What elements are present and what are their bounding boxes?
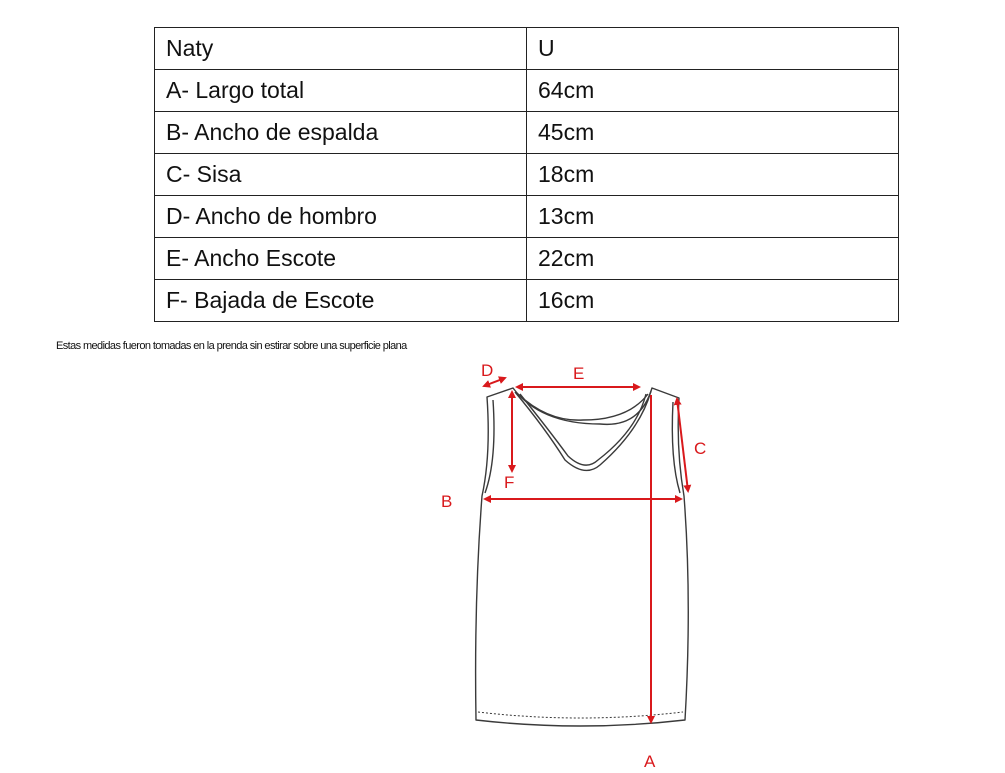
- measurement-note: Estas medidas fueron tomadas en la prenda sin estirar sobre una superficie plana: [56, 340, 407, 352]
- header-cell-size-name: Naty: [155, 28, 527, 70]
- label-f: F: [504, 473, 515, 492]
- measure-name: A- Largo total: [155, 70, 527, 112]
- label-d: D: [481, 361, 494, 380]
- measure-name: B- Ancho de espalda: [155, 112, 527, 154]
- label-b: B: [441, 492, 453, 511]
- measure-value: 13cm: [527, 196, 899, 238]
- measure-value: 22cm: [527, 238, 899, 280]
- measure-value: 64cm: [527, 70, 899, 112]
- label-c: C: [694, 439, 707, 458]
- measure-name: E- Ancho Escote: [155, 238, 527, 280]
- measure-name: F- Bajada de Escote: [155, 280, 527, 322]
- measure-value: 45cm: [527, 112, 899, 154]
- measure-value: 18cm: [527, 154, 899, 196]
- measure-name: D- Ancho de hombro: [155, 196, 527, 238]
- label-e: E: [573, 364, 585, 383]
- label-a: A: [644, 752, 656, 771]
- header-cell-size-value: U: [527, 28, 899, 70]
- measure-value: 16cm: [527, 280, 899, 322]
- garment-body: [476, 388, 689, 726]
- measure-name: C- Sisa: [155, 154, 527, 196]
- garment-outline: [476, 388, 689, 726]
